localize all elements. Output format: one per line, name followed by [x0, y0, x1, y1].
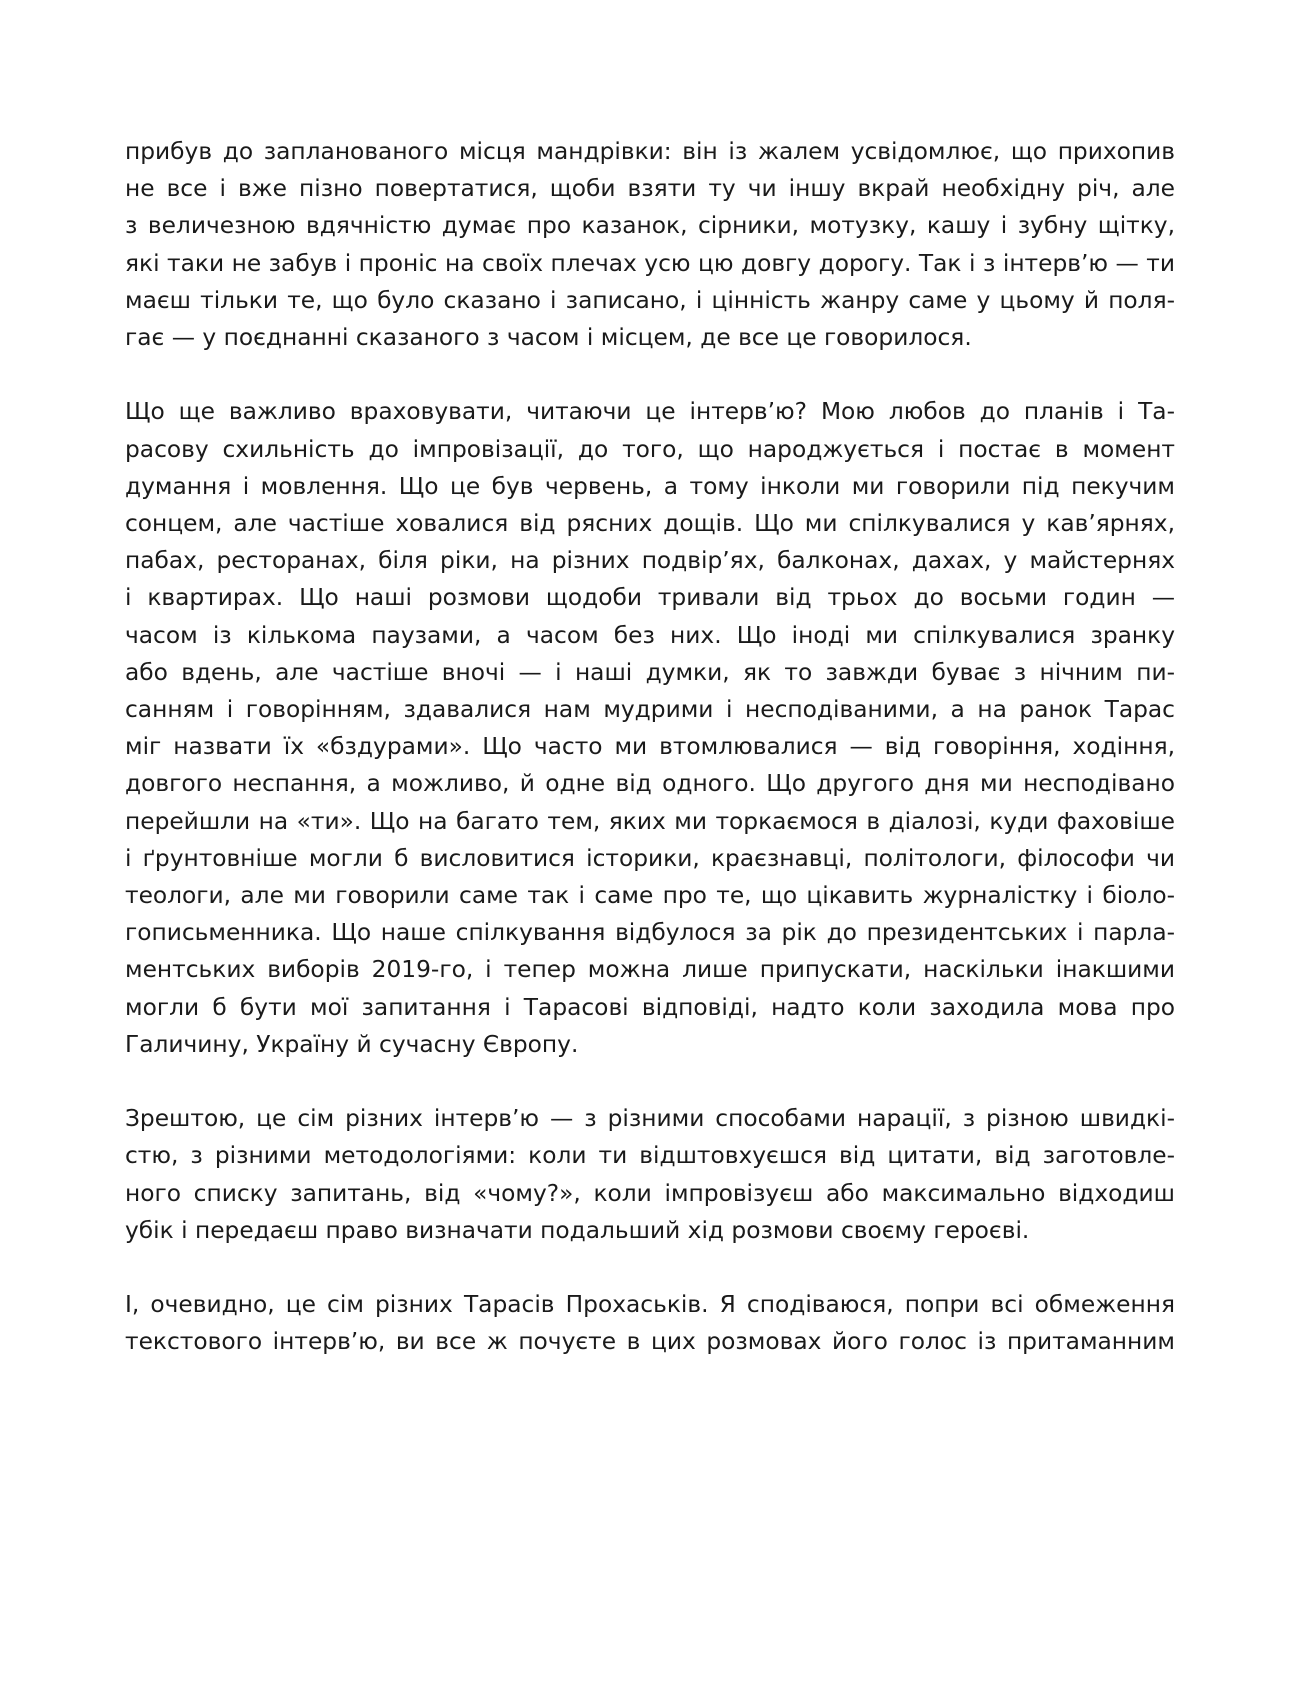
paragraph-2 — [125, 393, 1175, 1063]
text-line: маєш тільки те, що було сказано і записано, і цінність жанру саме у цьому й поля- — [125, 286, 1175, 314]
text-line: І, очевидно, це сім різних Тарасів Прохаськів. Я сподіваюся, попри всі обмеження — [125, 1291, 1175, 1319]
text-line: стю, з різними методологіями: коли ти відштовхуєшся від цитати, від заготовле- — [125, 1142, 1175, 1170]
text-line: санням і говорінням, здавалися нам мудрими і несподіваними, а на ранок Тарас — [125, 696, 1175, 724]
text-line: сонцем, але частіше ховалися від рясних дощів. Що ми спілкувалися у кав’ярнях, — [125, 510, 1175, 538]
text-line: прибув до запланованого місця мандрівки: він із жалем усвідомлює, що прихопив — [125, 138, 1175, 165]
text-line: могли б бути мої запитання і Тарасові відповіді, надто коли заходила мова про — [125, 993, 1175, 1021]
paragraph-3 — [125, 1100, 1175, 1249]
document-page — [125, 133, 1175, 1398]
text-line: гописьменника. Що наше спілкування відбулося за рік до президентських і парла- — [125, 919, 1175, 947]
text-line: думання і мовлення. Що це був червень, а тому інколи ми говорили під пекучим — [125, 472, 1175, 500]
text-line: або вдень, але частіше вночі — і наші думки, як то завжди буває з нічним пи- — [125, 658, 1175, 686]
text-line: теологи, але ми говорили саме так і саме про те, що цікавить журналістку і біоло- — [125, 882, 1175, 910]
paragraph-4 — [125, 1286, 1175, 1360]
text-line: перейшли на «ти». Що на багато тем, яких ми торкаємося в діалозі, куди фаховіше — [125, 807, 1175, 835]
text-line: ментських виборів 2019-го, і тепер можна лише припускати, наскільки інакшими — [125, 956, 1175, 984]
text-line: Зрештою, це сім різних інтерв’ю — з різними способами нарації, з різною швидкі- — [125, 1105, 1175, 1133]
text-line: міг назвати їх «бздурами». Що часто ми втомлювалися — від говоріння, ходіння, — [125, 733, 1175, 761]
text-line: часом із кількома паузами, а часом без них. Що іноді ми спілкувалися зранку — [125, 621, 1175, 649]
text-line: текстового інтерв’ю, ви все ж почуєте в цих розмовах його голос із притаманним — [125, 1328, 1175, 1356]
text-line: Що ще важливо враховувати, читаючи це інтерв’ю? Мою любов до планів і Та- — [125, 398, 1175, 426]
text-line: і ґрунтовніше могли б висловитися історики, краєзнавці, політологи, філософи чи — [125, 844, 1175, 872]
text-line: расову схильність до імпровізації, до того, що народжується і постає в момент — [125, 435, 1175, 463]
text-line: не все і вже пізно повертатися, щоби взяти ту чи іншу вкрай необхідну річ, але — [125, 175, 1175, 203]
text-line: ного списку запитань, від «чому?», коли імпровізуєш або максимально відходиш — [125, 1179, 1175, 1207]
text-line: убік і передаєш право визначати подальший хід розмови своєму героєві. — [125, 1216, 1030, 1244]
text-line: які таки не забув і проніс на своїх плечах усю цю довгу дорогу. Так і з інтерв’ю — ти — [125, 249, 1175, 277]
text-line: довгого неспання, а можливо, й одне від одного. Що другого дня ми несподівано — [125, 770, 1175, 798]
text-line: Галичину, Україну й сучасну Європу. — [125, 1030, 579, 1058]
text-line: пабах, ресторанах, біля ріки, на різних подвір’ях, балконах, дахах, у майстернях — [125, 547, 1175, 575]
text-line: гає — у поєднанні сказаного з часом і місцем, де все це говорилося. — [125, 324, 972, 352]
text-line: з величезною вдячністю думає про казанок, сірники, мотузку, кашу і зубну щітку, — [125, 212, 1175, 240]
paragraph-1 — [125, 133, 1175, 356]
text-line: і квартирах. Що наші розмови щодоби тривали від трьох до восьми годин — — [125, 584, 1175, 612]
